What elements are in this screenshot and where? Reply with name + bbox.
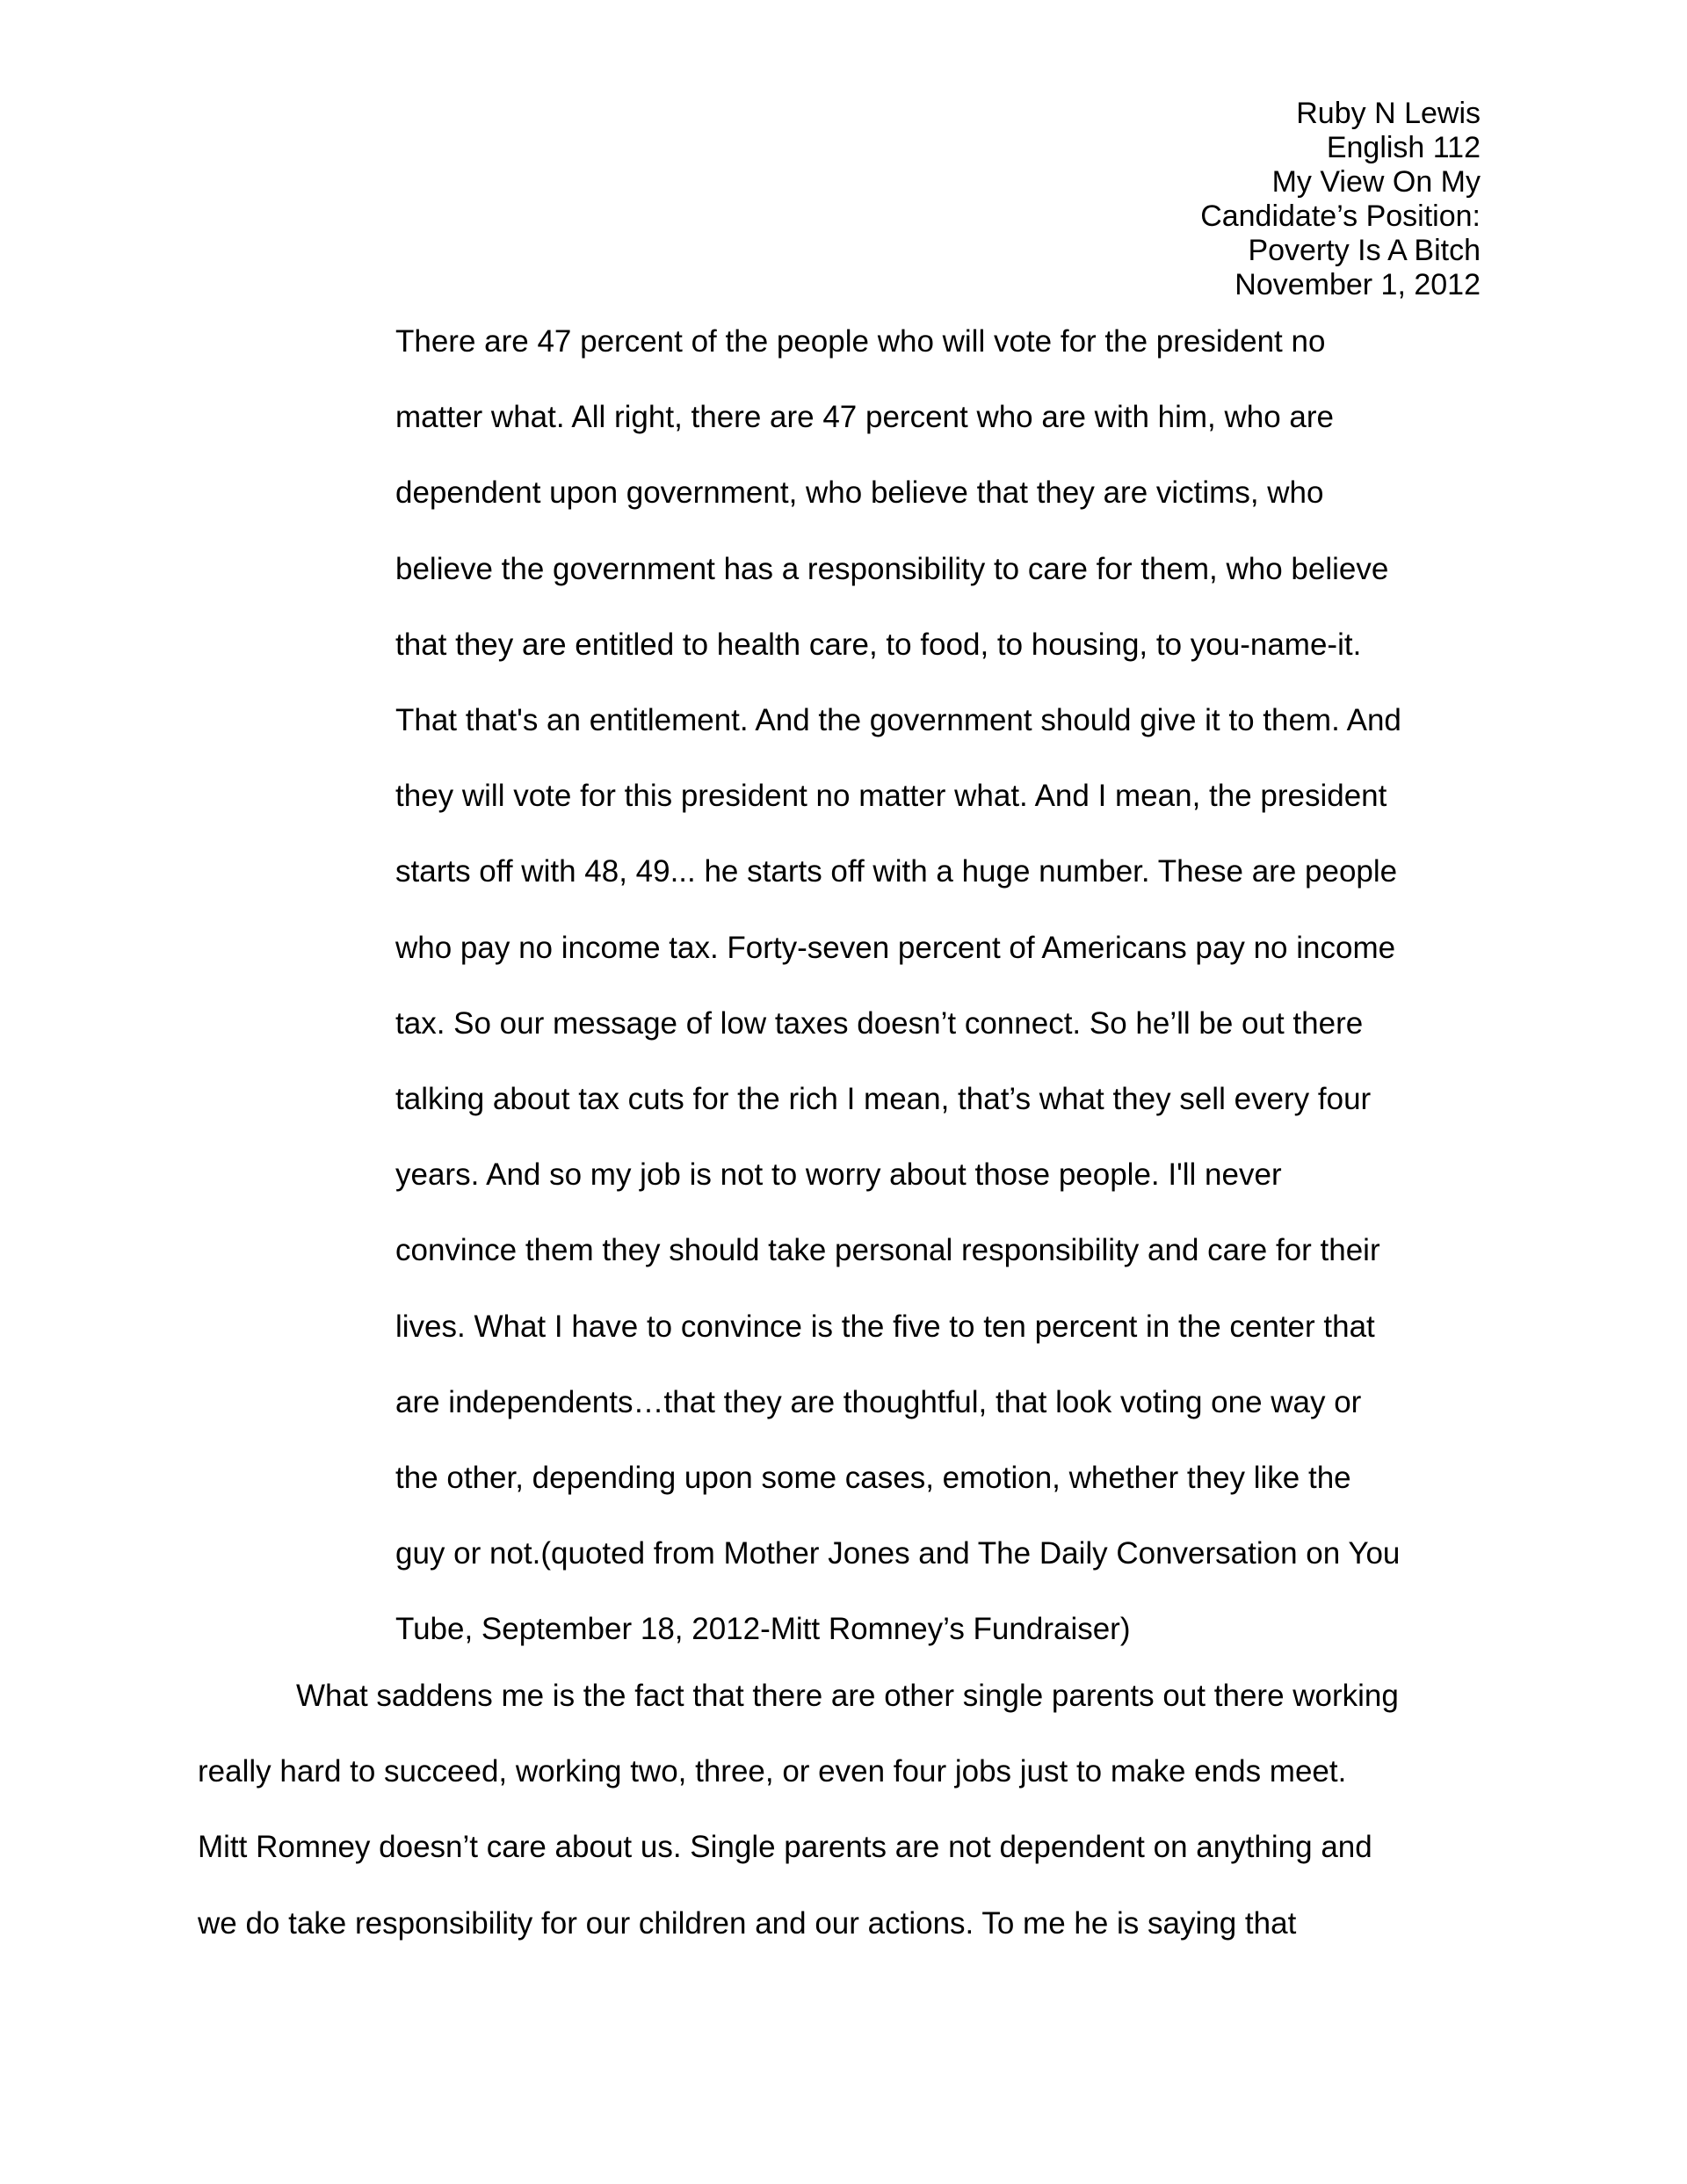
paragraph-line: really hard to succeed, working two, three, or even four jobs just to make ends meet.: [198, 1754, 1347, 1789]
author-name: Ruby N Lewis: [1296, 97, 1481, 130]
block-quote: [395, 304, 1494, 1668]
quote-line: There are 47 percent of the people who will vote for the president no: [395, 324, 1326, 359]
quote-line: lives. What I have to convince is the five to ten percent in the center that: [395, 1309, 1375, 1344]
quote-line: tax. So our message of low taxes doesn’t connect. So he’ll be out there: [395, 1005, 1364, 1041]
document-date: November 1, 2012: [1234, 268, 1481, 301]
quote-line: are independents…that they are thoughtful, that look voting one way or: [395, 1384, 1362, 1419]
quote-line: dependent upon government, who believe that they are victims, who: [395, 475, 1324, 511]
paragraph-line: Mitt Romney doesn’t care about us. Single parents are not dependent on anything and: [198, 1830, 1372, 1865]
title-line-3: Poverty Is A Bitch: [1248, 234, 1481, 267]
quote-line: they will vote for this president no matter what. And I mean, the president: [395, 779, 1387, 814]
paragraph-line: we do take responsibility for our children and our actions. To me he is saying that: [198, 1905, 1297, 1941]
document-header: [1200, 97, 1481, 302]
quote-line: That that's an entitlement. And the government should give it to them. And: [395, 703, 1401, 738]
quote-line: guy or not.(quoted from Mother Jones and The Daily Conversation on You: [395, 1536, 1401, 1571]
quote-line: talking about tax cuts for the rich I mean, that’s what they sell every four: [395, 1082, 1372, 1117]
title-line-1: My View On My: [1271, 165, 1481, 199]
title-line-2: Candidate’s Position:: [1200, 200, 1481, 233]
body-paragraph: [198, 1658, 1498, 1962]
quote-line: matter what. All right, there are 47 percent who are with him, who are: [395, 400, 1335, 435]
paragraph-first-line: What saddens me is the fact that there are other single parents out there working: [296, 1679, 1399, 1713]
quote-line: the other, depending upon some cases, emotion, whether they like the: [395, 1461, 1351, 1496]
quote-line: believe the government has a responsibility to care for them, who believe: [395, 551, 1389, 586]
quote-citation-line: Tube, September 18, 2012-Mitt Romney’s Fundraiser): [395, 1612, 1131, 1647]
quote-line: years. And so my job is not to worry about those people. I'll never: [395, 1157, 1282, 1193]
quote-line: who pay no income tax. Forty-seven percent of Americans pay no income: [395, 930, 1396, 965]
quote-line: that they are entitled to health care, to food, to housing, to you-name-it.: [395, 627, 1362, 662]
course-name: English 112: [1326, 131, 1481, 164]
quote-line: starts off with 48, 49... he starts off with a huge number. These are people: [395, 854, 1398, 889]
quote-line: convince them they should take personal responsibility and care for their: [395, 1233, 1380, 1268]
